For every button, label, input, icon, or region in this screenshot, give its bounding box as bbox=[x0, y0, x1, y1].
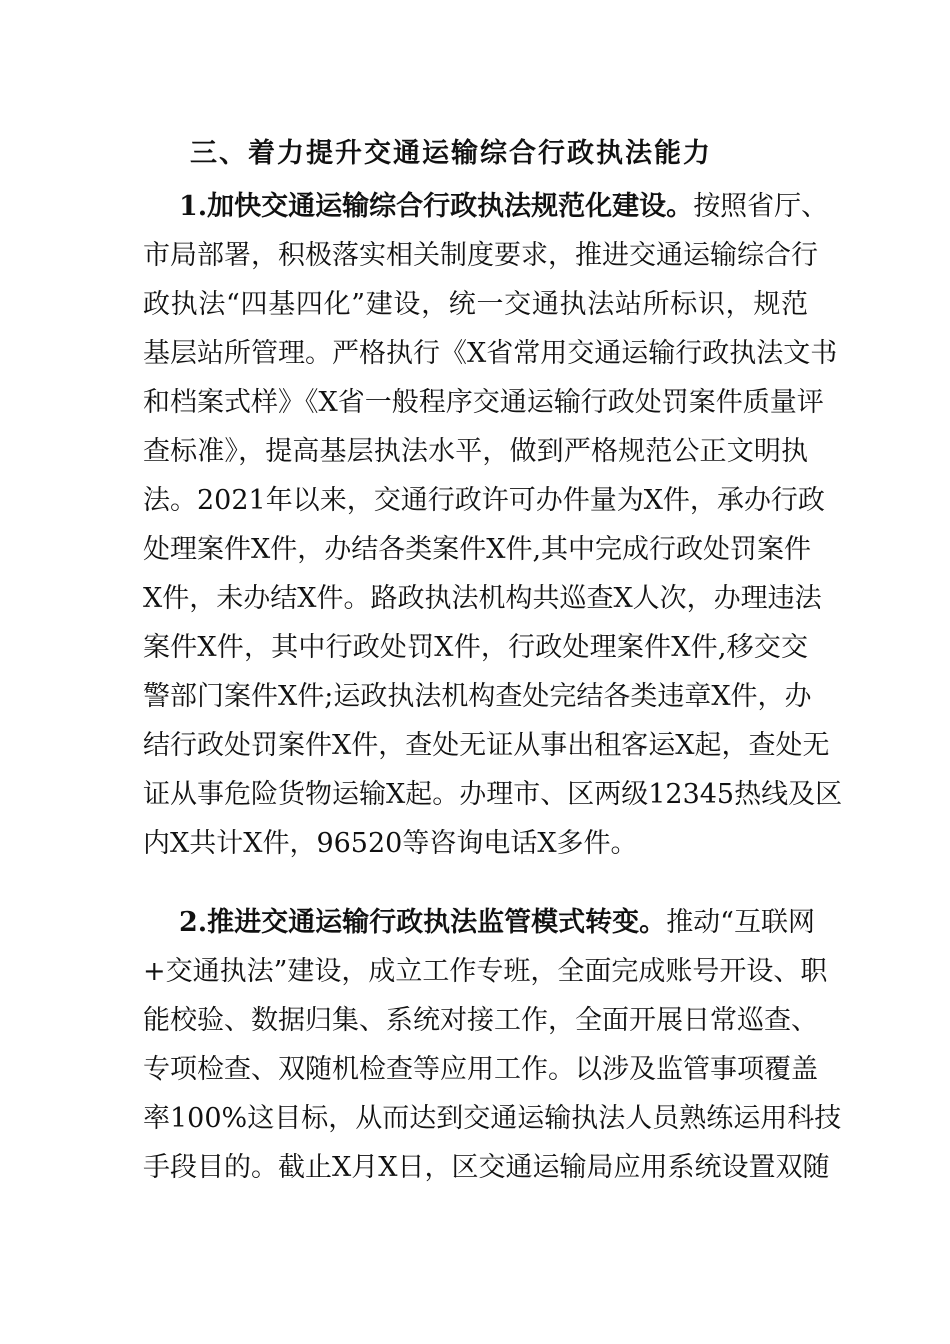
paragraph-line: 专项检查、双随机检查等应用工作。以涉及监管事项覆盖 bbox=[143, 1054, 818, 1085]
paragraph-line: +交通执法”建设，成立工作专班，全面完成账号开设、职 bbox=[143, 956, 828, 987]
paragraph-line bbox=[143, 182, 829, 231]
paragraph-line: 结行政处罚案件X件，查处无证从事出租客运X起，查处无 bbox=[143, 730, 830, 761]
paragraph-line: 基层站所管理。严格执行《X省常用交通运输行政执法文书 bbox=[143, 338, 838, 369]
paragraph-line: 能校验、数据归集、系统对接工作，全面开展日常巡查、 bbox=[143, 1005, 818, 1036]
paragraph-1 bbox=[143, 182, 843, 868]
paragraph-line: 查标准》，提高基层执法水平，做到严格规范公正文明执 bbox=[143, 436, 808, 467]
paragraph-line: 警部门案件X件;运政执法机构查处完结各类违章X件，办 bbox=[143, 681, 812, 712]
paragraph-lead: 2.推进交通运输行政执法监管模式转变。 bbox=[179, 907, 667, 938]
paragraph-line: 政执法“四基四化”建设，统一交通执法站所标识，规范 bbox=[143, 289, 808, 320]
paragraph-line: 证从事危险货物运输X起。办理市、区两级12345热线及区 bbox=[143, 779, 843, 810]
paragraph-line: 市局部署，积极落实相关制度要求，推进交通运输综合行 bbox=[143, 240, 818, 271]
paragraph-line: 率100%这目标，从而达到交通运输执法人员熟练运用科技 bbox=[143, 1103, 842, 1134]
section-heading: 三、着力提升交通运输综合行政执法能力 bbox=[190, 138, 712, 169]
paragraph-line: X件，未办结X件。路政执法机构共巡查X人次，办理违法 bbox=[143, 583, 822, 614]
paragraph-text: 推动“互联网 bbox=[666, 907, 815, 938]
paragraph-lead: 1.加快交通运输综合行政执法规范化建设。 bbox=[179, 191, 694, 222]
paragraph-line: 手段目的。截止X月X日，区交通运输局应用系统设置双随 bbox=[143, 1152, 830, 1183]
paragraph-line: 处理案件X件，办结各类案件X件,其中完成行政处罚案件 bbox=[143, 534, 812, 565]
paragraph-2 bbox=[143, 898, 842, 1192]
paragraph-text: 按照省厅、 bbox=[693, 191, 829, 222]
paragraph-line: 法。2021年以来，交通行政许可办件量为X件，承办行政 bbox=[143, 485, 825, 516]
paragraph-line: 和档案式样》《X省一般程序交通运输行政处罚案件质量评 bbox=[143, 387, 824, 418]
paragraph-line: 案件X件，其中行政处罚X件，行政处理案件X件,移交交 bbox=[143, 632, 808, 663]
paragraph-line bbox=[143, 898, 815, 947]
paragraph-line: 内X共计X件，96520等咨询电话X多件。 bbox=[143, 828, 638, 859]
